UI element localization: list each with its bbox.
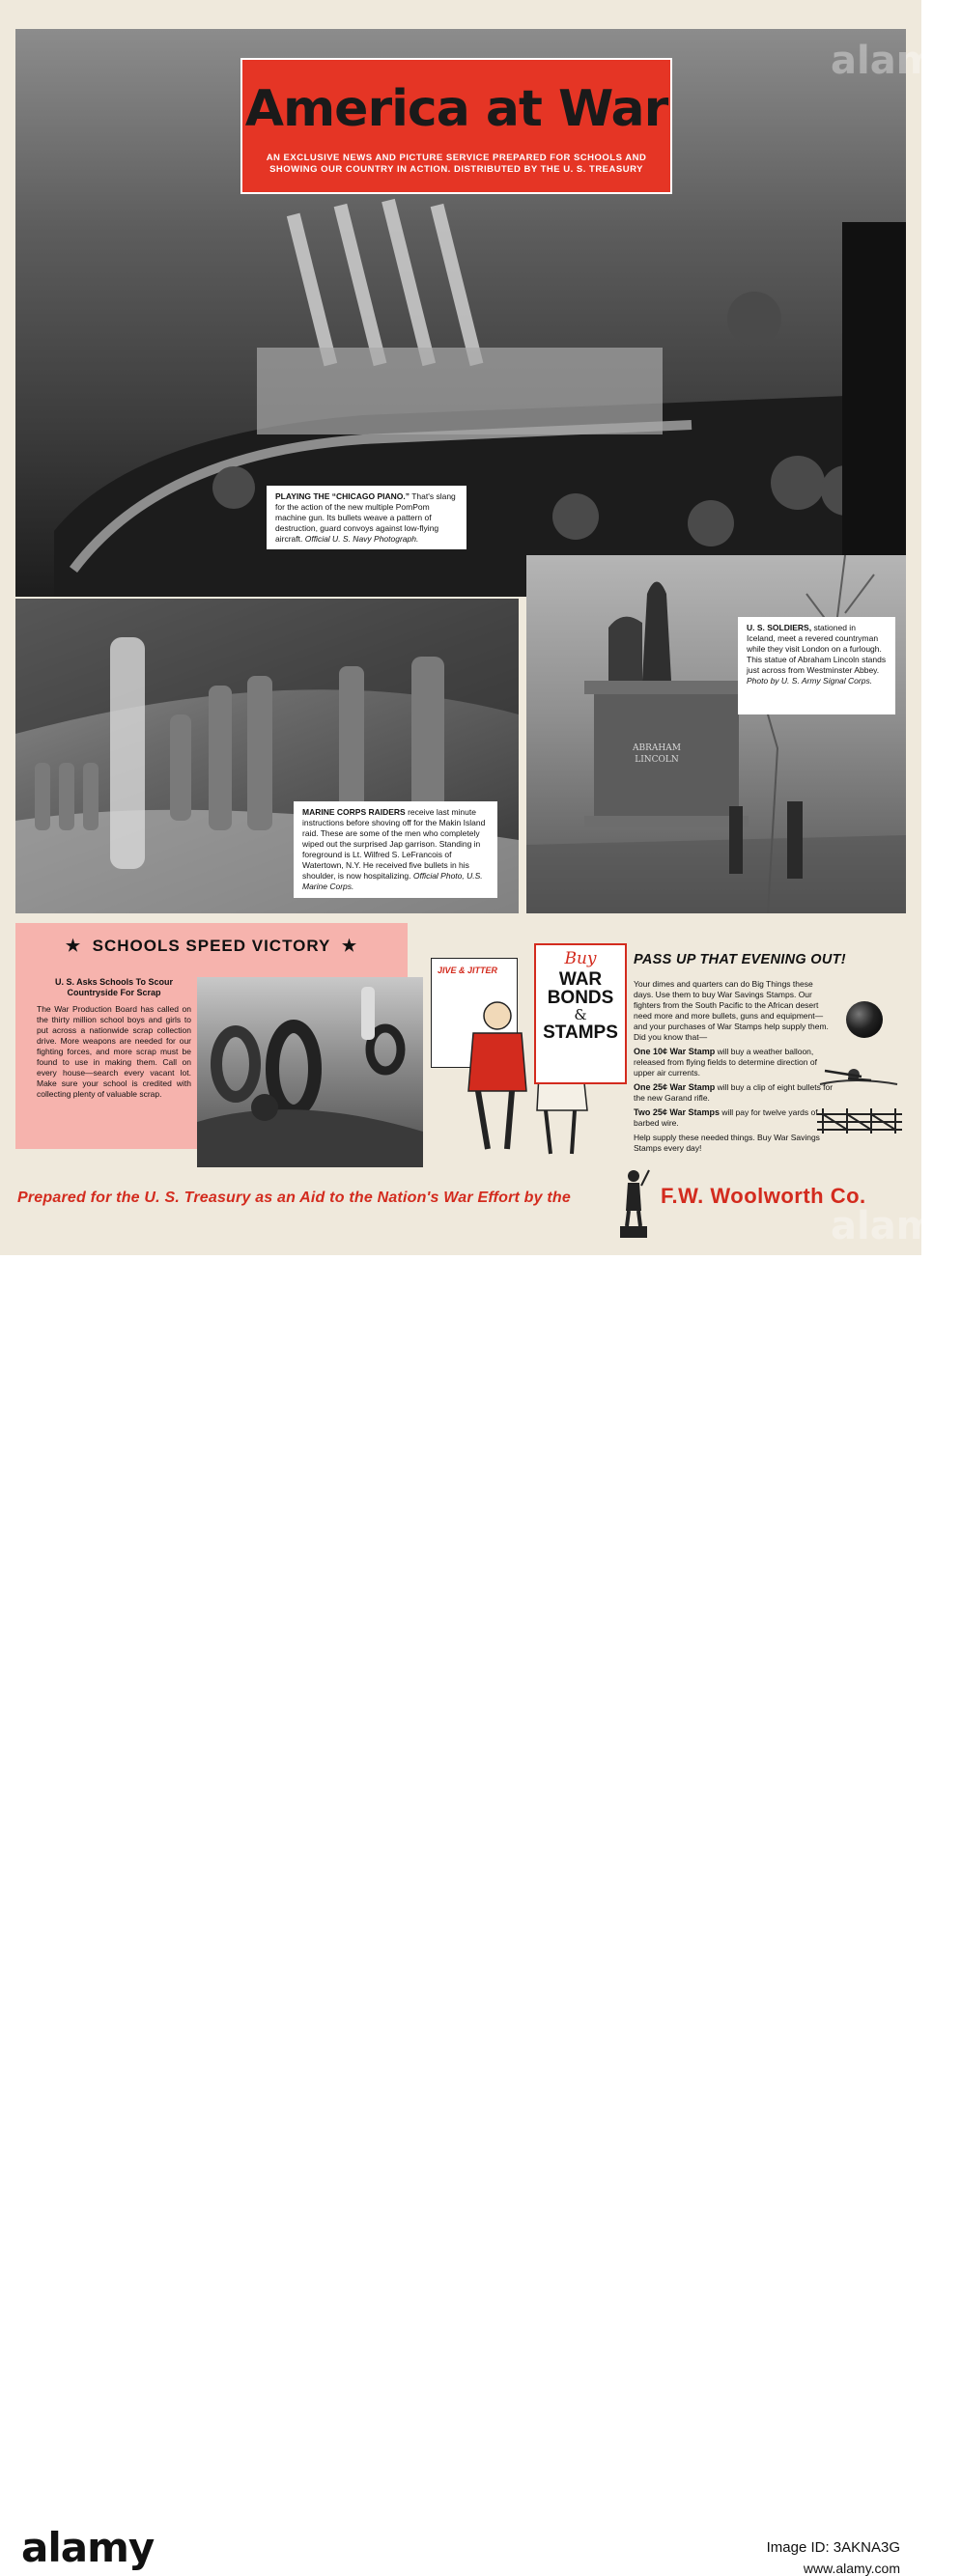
pass-up-item-lead: One 10¢ War Stamp — [634, 1047, 716, 1056]
schools-heading — [15, 937, 408, 956]
caption-chicago-piano — [267, 486, 466, 549]
watermark: alamy — [831, 39, 961, 83]
lincoln-statue-illustration — [526, 555, 906, 913]
alamy-logo: alamy — [21, 2524, 155, 2571]
pass-up-body — [634, 979, 834, 1158]
scrap-article-body: The War Production Board has called on the thirty million school boys and girls to put across a nationwide scrap collection drive. More weapons are needed for our fighting forces, and more scrap must be found to use in making them. Call on every house—search every vacant lot. Make sure your school is credited with collecting plenty of valuable scrap. — [37, 1004, 191, 1099]
scrap-tires-photo — [197, 977, 423, 1167]
bonds-war: WAR — [558, 969, 603, 990]
footer-company: F.W. Woolworth Co. — [661, 1184, 866, 1208]
buy-war-bonds-sign — [534, 943, 627, 1084]
pass-up-closing: Help supply these needed things. Buy War Savings Stamps every day! — [634, 1133, 820, 1153]
caption-lead: U. S. SOLDIERS, — [747, 623, 812, 632]
pass-up-item-lead: Two 25¢ War Stamps — [634, 1107, 721, 1117]
masthead-subtitle — [242, 153, 670, 176]
rifleman-icon — [815, 1057, 902, 1092]
caption-text: That's slang for the action of the new multiple PomPom machine gun. Its bullets weave a pattern of destruction, guard convoys against low-flying aircraft. — [275, 491, 456, 544]
star-icon: ★ — [341, 937, 358, 955]
bonds-amp: & — [574, 1006, 587, 1023]
star-icon: ★ — [65, 937, 82, 955]
scrap-article-title: U. S. Asks Schools To Scour Countryside For Scrap — [54, 977, 174, 997]
masthead-subtitle-line: SHOWING OUR COUNTRY IN ACTION. DISTRIBUTED BY THE U. S. TREASURY — [269, 164, 643, 175]
caption-marine-raiders — [294, 801, 497, 898]
pass-up-item-text: will buy a clip of eight bullets for the new Garand rifle. — [634, 1082, 834, 1103]
pass-up-item-text: will buy a weather balloon, released from flying fields to determine direction of upper air currents. — [634, 1047, 817, 1078]
pass-up-item — [634, 1082, 834, 1104]
pass-up-intro: Your dimes and quarters can do Big Things these days. Use them to buy War Savings Stamps. Our fighters from the South Pacific to the African desert need more and more bullets, guns and equipment—and your purchases of War Stamps help supply them. Did you know that— — [634, 979, 829, 1042]
masthead-title: America at War — [244, 80, 668, 138]
bonds-buy: Buy — [564, 949, 597, 968]
image-id: Image ID: 3AKNA3G — [766, 2539, 900, 2556]
stock-footer — [0, 1255, 921, 2576]
pass-up-item-text: will pay for twelve yards of barbed wire. — [634, 1107, 818, 1128]
poster — [0, 0, 961, 1255]
weather-balloon-icon — [846, 1001, 883, 1038]
footer-prepared: Prepared for the U. S. Treasury as an Aid to the Nation's War Effort by the — [17, 1190, 571, 1206]
bonds-stamps: STAMPS — [543, 1022, 618, 1043]
scrap-tires-illustration — [197, 977, 423, 1167]
pass-up-item-lead: One 25¢ War Stamp — [634, 1082, 716, 1092]
caption-lead: MARINE CORPS RAIDERS — [302, 807, 406, 817]
stock-url: www.alamy.com — [803, 2561, 900, 2576]
pass-up-item — [634, 1047, 834, 1078]
caption-text: receive last minute instructions before shoving off for the Makin Island raid. These are some of the men who completely wiped out the surprised Jap garrison. Standing in foreground is Lt. Wilfred S. LeFrancois of Watertown, N.Y. He received five bullets in his shoulder, is now hospitalizing. — [302, 807, 486, 881]
caption-lead: PLAYING THE “CHICAGO PIANO.” — [275, 491, 410, 501]
watermark: alamy — [831, 1204, 961, 1248]
caption-credit: Official U. S. Navy Photograph. — [304, 534, 419, 544]
caption-credit: Photo by U. S. Army Signal Corps. — [747, 676, 873, 686]
caption-credit: Official Photo, U.S. Marine Corps. — [302, 871, 483, 891]
minuteman-statue-icon — [614, 1166, 653, 1240]
pass-up-item — [634, 1107, 834, 1129]
caption-text: stationed in Iceland, meet a revered countryman while they visit London on a furlough. This statue of Abraham Lincoln stands just across from Westminster Abbey. — [747, 623, 887, 675]
statue-inscription: LINCOLN — [635, 755, 679, 765]
caption-us-soldiers — [738, 617, 895, 714]
barbed-wire-icon — [813, 1103, 906, 1137]
lincoln-statue-photo — [526, 555, 906, 913]
pass-up-heading: PASS UP THAT EVENING OUT! — [634, 952, 846, 967]
bonds-bonds: BONDS — [547, 988, 614, 1008]
masthead-subtitle-line: AN EXCLUSIVE NEWS AND PICTURE SERVICE PREPARED FOR SCHOOLS AND — [266, 153, 647, 163]
statue-inscription: ABRAHAM — [633, 743, 681, 753]
schools-heading-text: SCHOOLS SPEED VICTORY — [92, 937, 331, 955]
jive-jitter-label: JIVE & JITTER — [438, 966, 498, 975]
masthead — [240, 58, 672, 194]
